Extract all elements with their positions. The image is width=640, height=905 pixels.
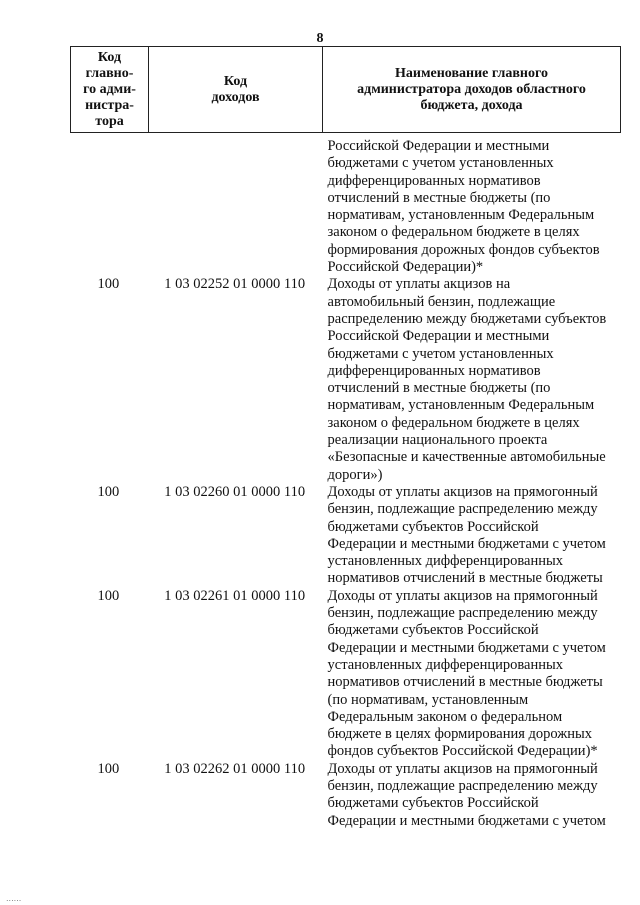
income-name-line: автомобильный бензин, подлежащие bbox=[327, 293, 556, 310]
income-name-line: нормативам, установленным Федеральным bbox=[327, 207, 595, 224]
header-income-code-line: доходов bbox=[211, 89, 260, 105]
income-name-line: Российской Федерации)* bbox=[327, 259, 484, 276]
header-income-code bbox=[149, 47, 323, 133]
admin-code-cell: 100 bbox=[97, 760, 120, 777]
income-name-line: бюджете в целях формирования дорожных bbox=[327, 726, 593, 743]
income-name-line: бензин, подлежащие распределению между bbox=[327, 777, 598, 794]
income-name-line: Доходы от уплаты акцизов на прямогонный bbox=[327, 587, 598, 604]
income-name-line: нормативам, установленным Федеральным bbox=[327, 397, 595, 414]
income-name-line: Федерации и местными бюджетами с учетом bbox=[327, 639, 606, 656]
admin-code-cell bbox=[70, 138, 147, 276]
header-name-line: Наименование главного bbox=[395, 65, 548, 81]
income-name-line: отчислений в местные бюджеты (по bbox=[327, 380, 551, 397]
income-name-line: бензин, подлежащие распределению между bbox=[327, 501, 598, 518]
income-name-line: законом о федеральном бюджете в целях bbox=[327, 224, 580, 241]
scan-mark: ...... bbox=[6, 894, 22, 903]
income-name-line: установленных дифференцированных bbox=[327, 553, 563, 570]
admin-code-cell: 100 bbox=[97, 587, 120, 604]
header-name bbox=[323, 47, 621, 133]
income-name-line: бензин, подлежащие распределению между bbox=[327, 605, 598, 622]
income-name-line: распределению между бюджетами субъектов bbox=[327, 310, 607, 327]
income-name-line: дороги») bbox=[327, 466, 383, 483]
income-name-line: бюджетами субъектов Российской bbox=[327, 622, 539, 639]
income-name-line: Доходы от уплаты акцизов на прямогонный bbox=[327, 483, 598, 500]
income-name-line: нормативов отчислений в местные бюджеты bbox=[327, 674, 603, 691]
income-name-line: Доходы от уплаты акцизов на прямогонный bbox=[327, 760, 598, 777]
income-name-line: реализации национального проекта bbox=[327, 432, 548, 449]
header-admin-code bbox=[71, 47, 149, 133]
table-row bbox=[70, 484, 617, 588]
table-row bbox=[70, 588, 617, 761]
income-name-line: нормативов отчислений в местные бюджеты bbox=[327, 570, 603, 587]
header-admin-code-line: тора bbox=[95, 113, 124, 129]
income-name-line: «Безопасные и качественные автомобильные bbox=[327, 449, 606, 466]
income-name-line: дифференцированных нормативов bbox=[327, 172, 541, 189]
income-name-line: бюджетами с учетом установленных bbox=[327, 155, 554, 172]
income-name-line: Доходы от уплаты акцизов на bbox=[327, 276, 511, 293]
income-code-cell bbox=[147, 138, 322, 276]
income-code-cell: 1 03 02252 01 0000 110 bbox=[164, 276, 306, 293]
income-name-line: бюджетами субъектов Российской bbox=[327, 518, 539, 535]
income-name-line: Федерации и местными бюджетами с учетом bbox=[327, 535, 606, 552]
header-name-line: администратора доходов областного bbox=[357, 81, 586, 97]
income-name-line: бюджетами субъектов Российской bbox=[327, 795, 539, 812]
table-header bbox=[70, 46, 621, 133]
header-admin-code-line: Код bbox=[97, 49, 122, 65]
header-admin-code-line: главно- bbox=[85, 65, 134, 81]
admin-code-cell: 100 bbox=[97, 483, 120, 500]
income-name-line: Российской Федерации и местными bbox=[327, 328, 550, 345]
table-row bbox=[70, 276, 617, 484]
admin-code-cell: 100 bbox=[97, 276, 120, 293]
table-body bbox=[70, 138, 617, 830]
income-name-cell bbox=[322, 761, 617, 830]
income-name-cell bbox=[322, 588, 617, 761]
income-code-cell: 1 03 02262 01 0000 110 bbox=[164, 760, 306, 777]
income-name-line: Федерации и местными бюджетами с учетом bbox=[327, 812, 606, 829]
income-name-line: (по нормативам, установленным bbox=[327, 691, 529, 708]
header-name-line: бюджета, дохода bbox=[420, 97, 523, 113]
income-name-line: законом о федеральном бюджете в целях bbox=[327, 414, 580, 431]
income-name-cell bbox=[322, 138, 617, 276]
income-name-cell bbox=[322, 484, 617, 588]
income-name-line: формирования дорожных фондов субъектов bbox=[327, 241, 600, 258]
income-name-line: Федеральным законом о федеральном bbox=[327, 708, 563, 725]
income-name-cell bbox=[322, 276, 617, 484]
income-name-line: Российской Федерации и местными bbox=[327, 138, 550, 154]
page-number: 8 bbox=[316, 31, 324, 46]
income-name-line: дифференцированных нормативов bbox=[327, 362, 541, 379]
income-name-line: бюджетами с учетом установленных bbox=[327, 345, 554, 362]
income-name-line: фондов субъектов Российской Федерации)* bbox=[327, 743, 598, 760]
income-code-cell: 1 03 02260 01 0000 110 bbox=[164, 483, 306, 500]
income-code-cell: 1 03 02261 01 0000 110 bbox=[164, 587, 306, 604]
table-row bbox=[70, 138, 617, 276]
income-name-line: установленных дифференцированных bbox=[327, 656, 563, 673]
income-name-line: отчислений в местные бюджеты (по bbox=[327, 189, 551, 206]
header-admin-code-line: го адми- bbox=[83, 81, 136, 97]
table-row bbox=[70, 761, 617, 830]
header-admin-code-line: нистра- bbox=[85, 97, 134, 113]
header-income-code-line: Код bbox=[223, 73, 248, 89]
